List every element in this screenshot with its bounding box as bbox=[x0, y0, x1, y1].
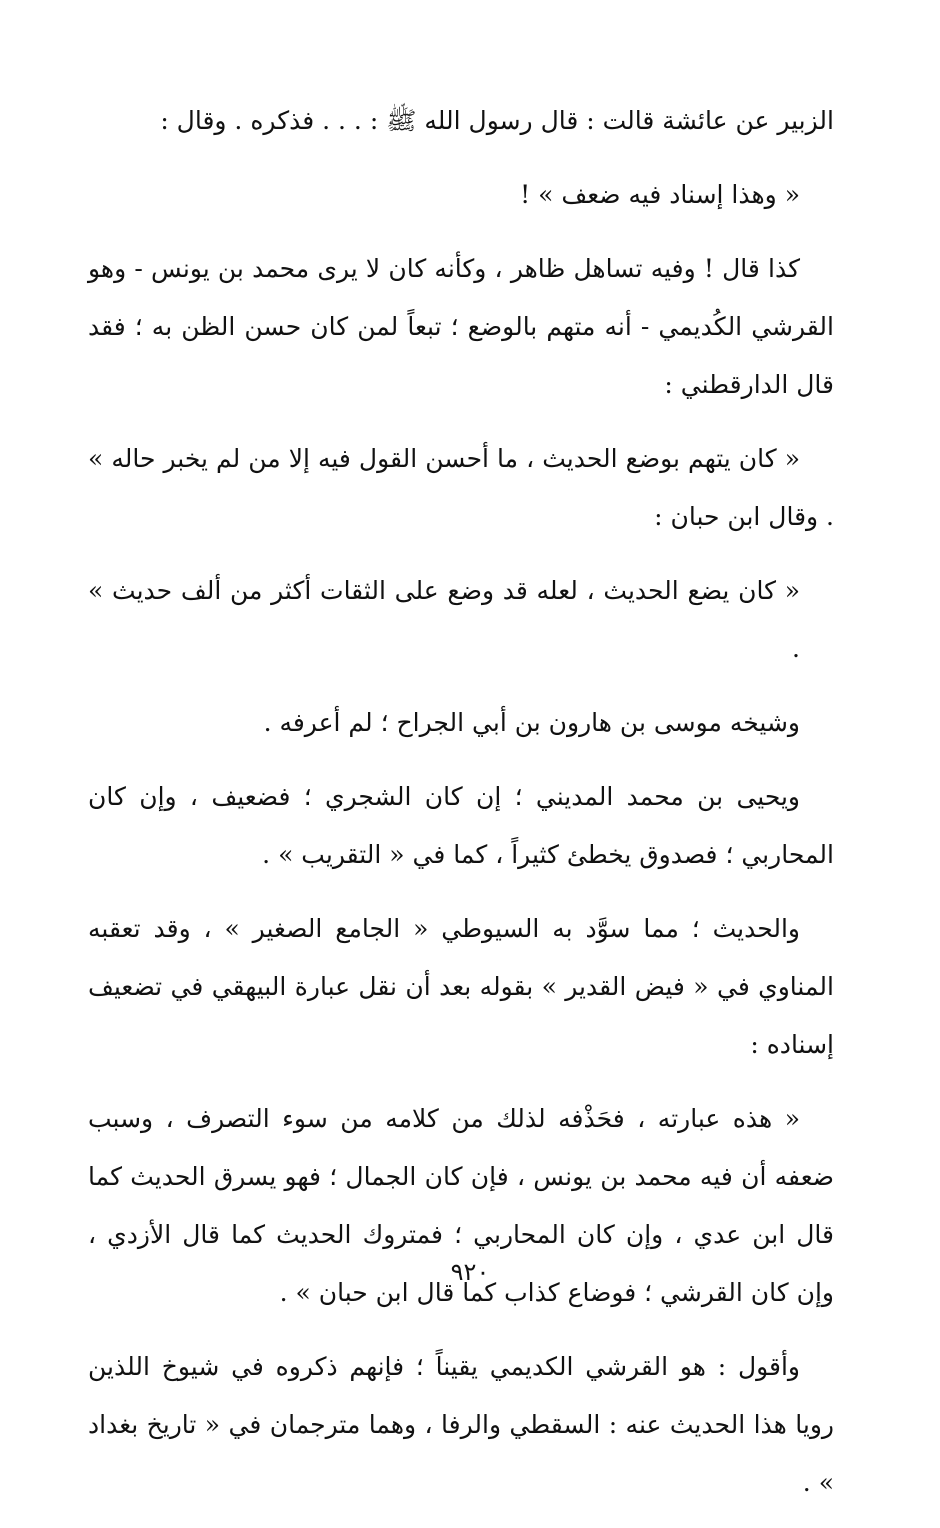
paragraph-10: وأقول : هو القرشي الكديمي يقيناً ؛ فإنهم ذكروه في شيوخ اللذين رويا هذا الحديث عنه : السقطي والرفا ، وهما مترجمان في « تاريخ بغداد » . bbox=[88, 1352, 834, 1497]
paragraph-3: كذا قال ! وفيه تساهل ظاهر ، وكأنه كان لا يرى محمد بن يونس - وهو القرشي الكُديمي - أنه متهم بالوضع ؛ تبعاً لمن كان حسن الظن به ؛ فقد قال الدارقطني : bbox=[88, 254, 834, 399]
paragraph-9-quote: « هذه عبارته ، فحَذْفه لذلك من كلامه من سوء التصرف ، وسبب ضعفه أن فيه محمد بن يونس ، فإن كان الجمال ؛ فهو يسرق الحديث كما قال ابن عدي ، وإن كان المحاربي ؛ فمتروك الحديث كما قال الأزدي ، وإن كان القرشي ؛ فوضاع كذاب كما قال ابن حبان » . bbox=[88, 1104, 834, 1307]
paragraph-1: الزبير عن عائشة قالت : قال رسول الله ﷺ : . . . فذكره . وقال : bbox=[160, 106, 834, 135]
page-body bbox=[88, 92, 834, 1528]
paragraph-2-quote: « وهذا إسناد فيه ضعف » ! bbox=[520, 180, 800, 209]
paragraph-8: والحديث ؛ مما سوَّد به السيوطي « الجامع الصغير » ، وقد تعقبه المناوي في « فيض القدير » بقوله بعد أن نقل عبارة البيهقي في تضعيف إسناده : bbox=[88, 914, 834, 1059]
paragraph-4-quote: « كان يتهم بوضع الحديث ، ما أحسن القول فيه إلا من لم يخبر حاله » . وقال ابن حبان : bbox=[88, 444, 834, 531]
page-number: ٩٢٠ bbox=[450, 1258, 490, 1286]
paragraph-6: وشيخه موسى بن هارون بن أبي الجراح ؛ لم أعرفه . bbox=[263, 708, 800, 737]
paragraph-5-quote: « كان يضع الحديث ، لعله قد وضع على الثقات أكثر من ألف حديث » . bbox=[88, 576, 800, 663]
paragraph-7: ويحيى بن محمد المديني ؛ إن كان الشجري ؛ فضعيف ، وإن كان المحاربي ؛ فصدوق يخطئ كثيراً ، كما في « التقريب » . bbox=[88, 782, 834, 869]
